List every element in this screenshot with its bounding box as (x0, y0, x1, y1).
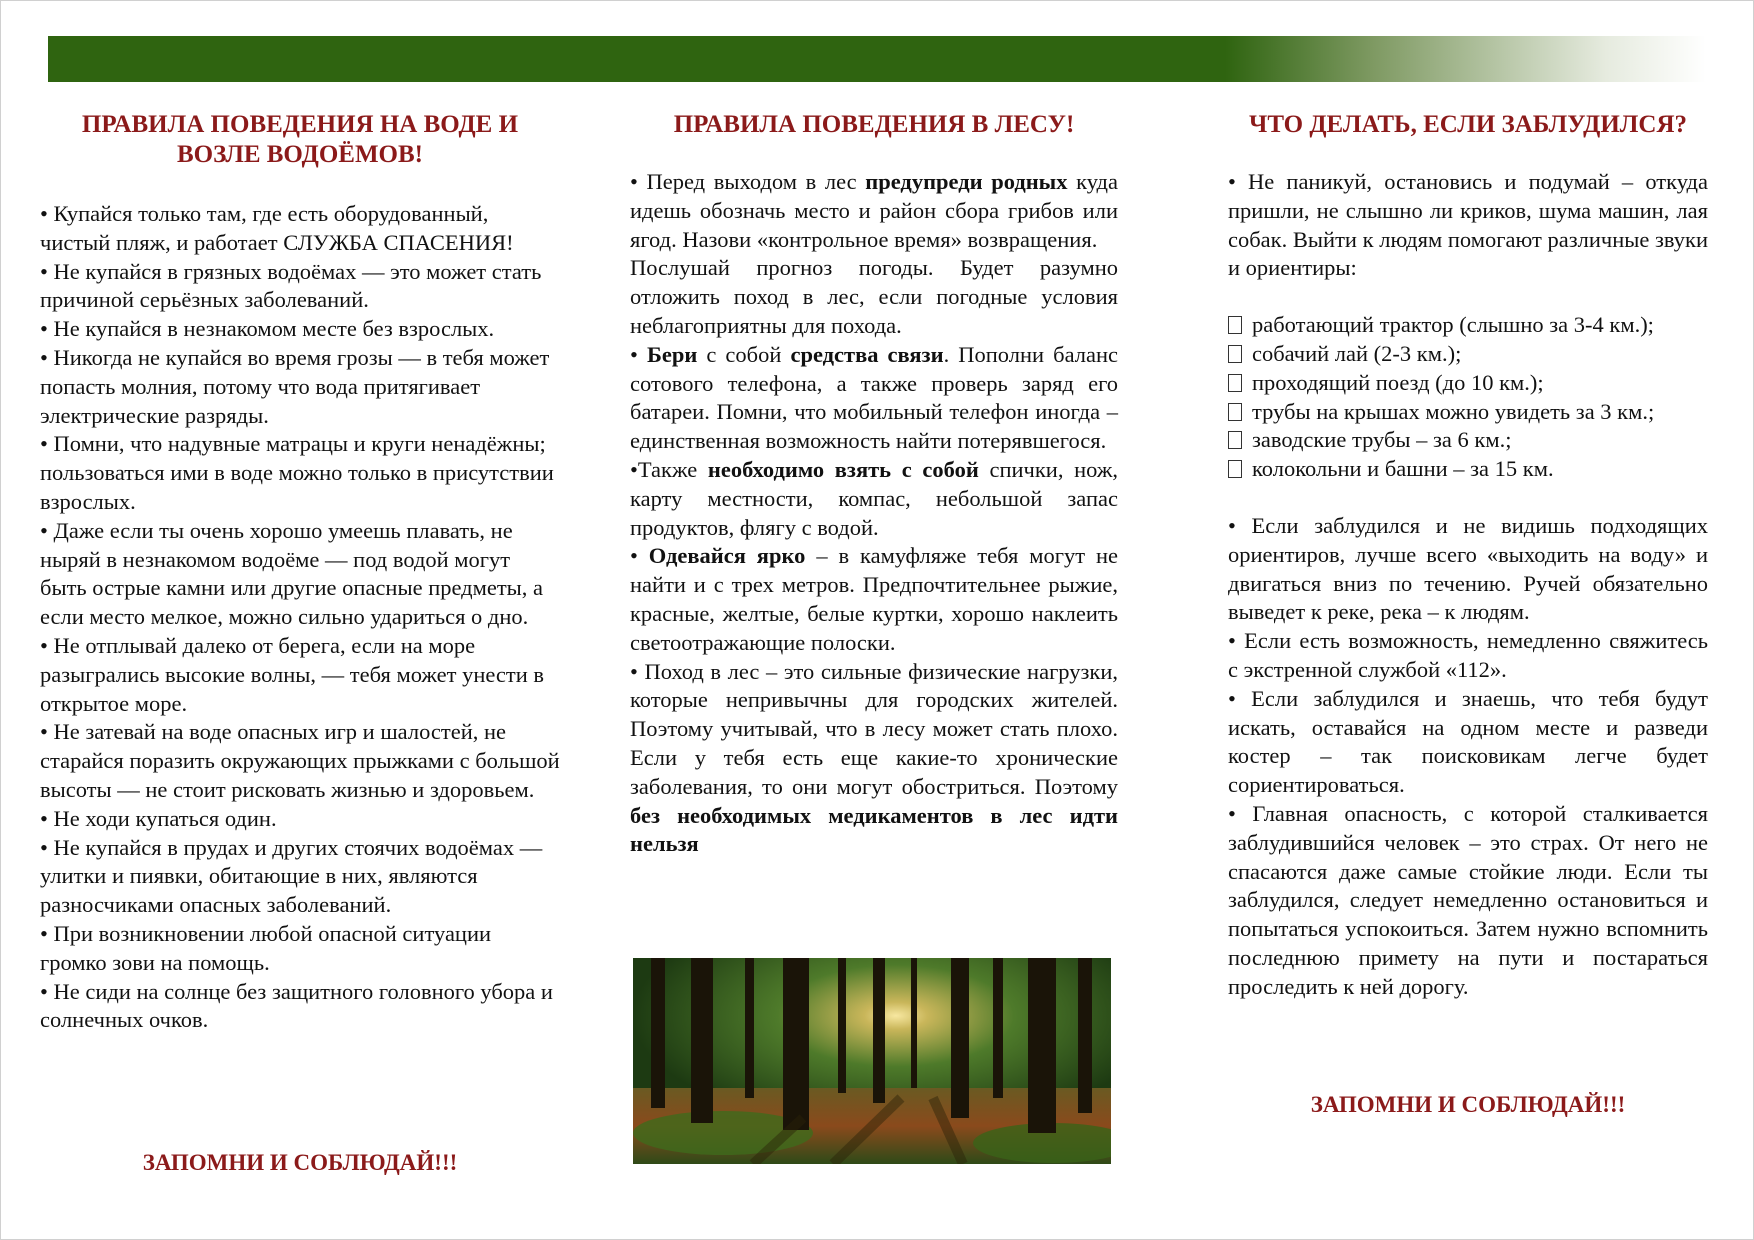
lost-intro: • Не паникуй, остановись и подумай – откуда пришли, не слышно ли криков, шума машин, лая собак. Выйти к людям помогают различные звуки и ориентиры: (1228, 169, 1708, 281)
water-rule: • При возникновении любой опасной ситуации громко зови на помощь. (40, 920, 492, 975)
column-water-rules (40, 110, 560, 1035)
water-rule: • Купайся только там, где есть оборудованный, чистый пляж, и работает СЛУЖБА СПАСЕНИЯ! (40, 201, 514, 255)
water-rule: • Не ходи купаться один. (40, 805, 277, 831)
forest-rule: • Поход в лес – это сильные физические нагрузки, которые непривычны для городских жителей. Поэтому учитывай, что в лесу может стать плохо. Если у тебя есть еще какие-то хронические заболевания, то они могут обостриться. Поэтому без необходимых медикаментов в лес идти нельзя (630, 658, 1118, 857)
lost-guide-heading: ЧТО ДЕЛАТЬ, ЕСЛИ ЗАБЛУДИЛСЯ? (1248, 111, 1688, 138)
water-rules-list (40, 200, 560, 1035)
water-rule: • Не купайся в незнакомом месте без взрослых. (40, 316, 495, 342)
landmark-item: колокольни и башни – за 15 км. (1228, 455, 1708, 484)
landmark-item: собачий лай (2-3 км.); (1228, 340, 1708, 369)
lost-advice-list (1228, 512, 1708, 1002)
water-rule: • Не купайся в прудах и других стоячих водоёмах — улитки и пиявки, обитающие в них, являются разносчиками опасных заболеваний. (40, 834, 543, 918)
checkbox-icon (1228, 431, 1242, 449)
header-gradient-bar (48, 36, 1706, 82)
water-rule: • Помни, что надувные матрацы и круги ненадёжны; пользоваться ими в воде можно только в присутствии взрослых. (40, 431, 554, 514)
column-lost-guide (1228, 110, 1708, 1002)
water-rule: • Не отплывай далеко от берега, если на море разыгрались высокие волны, — тебя может унести в открытое море. (40, 632, 545, 716)
water-rule: • Не сиди на солнце без защитного головного убора и солнечных очков. (40, 978, 553, 1033)
water-rule: • Даже если ты очень хорошо умеешь плавать, не ныряй в незнакомом водоёме — под водой могут быть острые камни или другие опасные предметы, а если место мелкое, можно сильно удариться о дно. (40, 517, 544, 630)
forest-rule: •Также необходимо взять с собой спички, нож, карту местности, компас, небольшой запас продуктов, флягу с водой. (630, 456, 1119, 540)
water-rule: • Не купайся в грязных водоёмах — это может стать причиной серьёзных заболеваний. (40, 258, 542, 313)
landmark-item: работающий трактор (слышно за 3-4 км.); (1228, 311, 1708, 340)
forest-rule: • Бери с собой средства связи. Пополни баланс сотового телефона, а также проверь заряд его батареи. Помни, что мобильный телефон иногда – единственная возможность найти потерявшегося. (630, 341, 1118, 454)
column-forest-rules (630, 110, 1118, 859)
lost-advice: • Если есть возможность, немедленно свяжитесь с экстренной службой «112». (1228, 628, 1708, 682)
checkbox-icon (1228, 460, 1242, 478)
water-rule: • Никогда не купайся во время грозы — в тебя может попасть молния, потому что вода притягивает электрические разряды. (40, 344, 550, 428)
lost-advice: • Главная опасность, с которой сталкивается заблудившийся человек – это страх. От него не спасаются даже самые стойкие люди. Если ты заблудился, следует немедленно остановиться и попытаться успокоиться. Затем нужно вспомнить последнюю примету на пути и постараться проследить к ней дорогу. (1228, 800, 1708, 999)
forest-photo (633, 958, 1111, 1164)
water-rule: • Не затевай на воде опасных игр и шалостей, не старайся поразить окружающих прыжками с большой высоты — не стоит рисковать жизнью и здоровьем. (40, 719, 560, 802)
lost-advice: • Если заблудился и не видишь подходящих ориентиров, лучше всего «выходить на воду» и двигаться вниз по течению. Ручей обязательно выведет к реке, река – к людям. (1228, 512, 1708, 625)
forest-rules-list (630, 168, 1118, 859)
landmark-item: трубы на крышах можно увидеть за 3 км.; (1228, 398, 1708, 427)
lost-advice: • Если заблудился и знаешь, что тебя будут искать, оставайся на одном месте и разведи костер – так поисковикам легче будет сориентироваться. (1228, 685, 1708, 798)
forest-rule: • Перед выходом в лес предупреди родных куда идешь обозначь место и район сбора грибов или ягод. Назови «контрольное время» возвращения. (630, 169, 1118, 252)
water-rules-heading: ПРАВИЛА ПОВЕДЕНИЯ НА ВОДЕ И ВОЗЛЕ ВОДОЁМОВ! (81, 111, 519, 168)
checkbox-icon (1228, 345, 1242, 363)
col1-footer: ЗАПОМНИ И СОБЛЮДАЙ!!! (142, 1150, 458, 1175)
landmark-item: заводские трубы – за 6 км.; (1228, 426, 1708, 455)
checkbox-icon (1228, 316, 1242, 334)
forest-rules-heading: ПРАВИЛА ПОВЕДЕНИЯ В ЛЕСУ! (673, 111, 1075, 138)
col3-footer: ЗАПОМНИ И СОБЛЮДАЙ!!! (1310, 1092, 1626, 1117)
checkbox-icon (1228, 403, 1242, 421)
landmark-item: проходящий поезд (до 10 км.); (1228, 369, 1708, 398)
landmark-list (1228, 311, 1708, 484)
forest-rule: Послушай прогноз погоды. Будет разумно отложить поход в лес, если погодные условия неблагоприятны для похода. (630, 255, 1118, 338)
forest-rule: • Одевайся ярко – в камуфляже тебя могут не найти и с трех метров. Предпочтительнее рыжие, красные, желтые, белые куртки, хорошо наклеить светоотражающие полоски. (630, 543, 1118, 655)
checkbox-icon (1228, 374, 1242, 392)
lost-guide-content (1228, 168, 1708, 1002)
